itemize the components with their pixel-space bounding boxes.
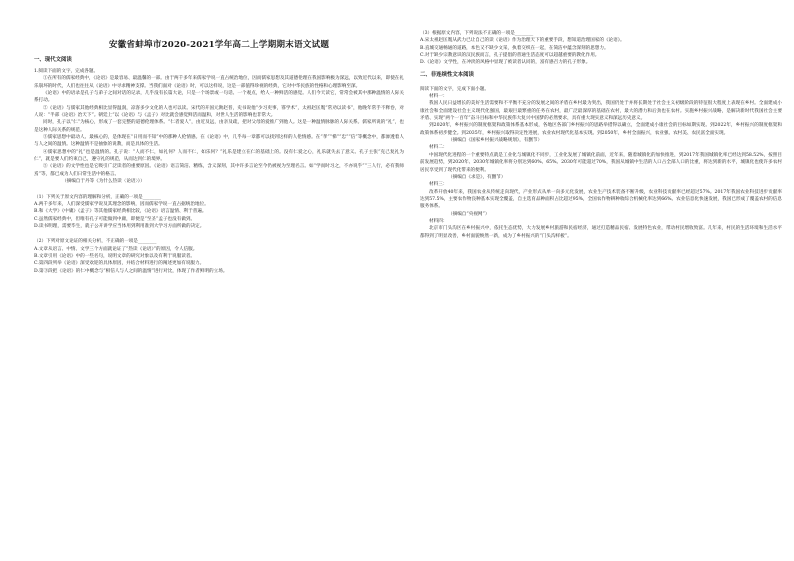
- material-label: 材料三：: [429, 182, 448, 188]
- question-1-option-a: A.两千多年来，人们深受儒家学说及其理念的影响，因而儒家学说一直占据统治地位。: [34, 201, 209, 207]
- section-heading-nonlinear: 二、非连续性文本阅读: [420, 71, 474, 78]
- material-source: （摘编自《国家乡村振兴战略规划》，有删节）: [448, 138, 543, 144]
- material-paragraph: 改革开放40年来，我国农业从传统走向现代，产业形式从单一向多元化发展，农业生产技术装备不断升级，农业科技贡献率已经超过57%。2017年我国农业科技进步贡献率达到57.5%，主要农作物良种基本实现全覆盖，自主选育品种面积占比超过95%，全国农作物耕种收综合机械化率达到66%。农业信息化快速发展，我国已形成了覆盖农村的信息服务体系。: [420, 189, 782, 210]
- passage-paragraph: ④儒家思想中的“礼”也是温情的。孔子说：“人而不仁，如礼何？人而不仁，如乐何？”礼乐是建立在仁的基础上的。没有仁爱之心，礼乐就失去了意义。孔子主张“克己复礼为仁”，就是要人们约束自己，遵守礼的规范，从而达到仁的境界。: [34, 149, 404, 163]
- question-2-option-c: C.第四段列举《论语》深受欢迎的具体原因，并结合材料进行的阐述更加有说服力。: [34, 261, 205, 267]
- left-column: [34, 30, 404, 543]
- material-paragraph: 中国现代化进程的一个重要特点就是工业化与城镇化不同步，工业化发展了城镇化前面，近年来，随着城镇化的加快推进，到2017年我国城镇化率已经达到58.52%，按照目前发展趋势，到2020年、2030年城镇化率将分别达到60%、65%。2030年可能超过70%，我国从城镇中生活的人口占全部人口的比重，将达到新的水平，城镇化也使许多农村居民享受到了现代化带来的便利。: [420, 152, 782, 173]
- question-intro: 1.阅读下面的文字，完成各题。: [34, 69, 99, 74]
- material-source: （摘编自《求是》，有删节）: [448, 174, 506, 180]
- passage-paragraph: ①在所有的儒家经典中，《论语》是最容易、最温馨的一部。由于两千多年来儒家学说一直占统治地位，因而儒家思想及其道德伦理在我国影响极为深远，以致近代以来，即使在礼乐崩坏的时代，人们也往往从《论语》中寻求精神支撑。当我们面对《论语》时，可以这样说，这是一部值得珍视的经典，它对中华民族的性格和心理影响至深。: [34, 76, 404, 89]
- question-2-option-b: B.文章引用《论语》中的一些名句，说明文章的研究对象以及有利于说服读者。: [34, 253, 196, 259]
- material-label: 材料二：: [429, 145, 448, 151]
- question-3-option-b: B.直城交通畅通的道路，本色又不缺少文采，执着交织在一起，在简洁中蕴含深刻的思想力。: [420, 45, 609, 51]
- passage-source: （摘编自于丹等《为什么热读〈论语〉》）: [62, 179, 145, 185]
- question-3-option-a: A.宋太祖赵匡胤从武力已让自己的读《论语》作为治理天下的重要手段，想知道治理国家的《论语》。: [420, 38, 625, 44]
- question-1-option-d: D.读书明理，需要毕生，就子公开讲学应当体用到利用准到大学习方面所做的决定。: [34, 223, 205, 229]
- passage-paragraph: 同时，孔子以“仁”为核心，形成了一套完整的道德伦理体系。“仁者爱人”，由近及远，由亲及疏，把对父母的爱推广到他人。这是一种温情脉脉的人际关系。儒家所说的“礼”，也是这种人际关系的规范。: [34, 120, 404, 133]
- question-1-option-c: C.虽然儒家经典中，但唯有孔子可能做到中庸，即便是“至圣”孟子也没有做到。: [34, 216, 196, 222]
- section-heading-reading: 一、现代文阅读: [34, 57, 72, 63]
- passage-paragraph: ⑤《论语》的文学性也是它吸引广泛读者的重要原因。《论语》语言简洁、精练，含义深刻，其中许多言论至今仍被视为至理名言。如“学而时习之，不亦说乎”“三人行，必有我师焉”等，都已成为人们日常生活中的格言。: [34, 164, 404, 177]
- question-3-option-d: D.《论语》文学性，在冲淡的风格中显现了被读者认同的，富有感召力的孔子形象。: [420, 60, 591, 66]
- question-intro-2: 阅读下面的文字，完成下面小题。: [420, 86, 489, 92]
- question-1-stem: （1）下列关于原文内容的理解和分析，正确的一项是________: [34, 194, 161, 200]
- question-3-option-c: C.对于缺少宗教意识的汉民族而言，孔子提倡的普通生活态度可以超越重要的教化作用。: [420, 53, 600, 59]
- passage-paragraph: ②《论语》与儒家其他经典相比显得温润，凉客多少文化的人也可以读。宋代的开国元勋赵普，史书说他“少习吏事，寡学术”，太祖赵匡胤“常劝以读书”，他晚年常手不释卷，对人说：“半部《论语》治天下”。朝廷上“以《论语》与《孟子》对比就会感觉鲜活而温和，对世人生活的影响也非常大。: [34, 105, 404, 119]
- material-paragraph: 到2020年，乡村振兴的制度框架和政策体系基本形成，各地区各部门乡村振兴的思路举措得以确立，全面建成小康社会的目标如期实现。到2022年，乡村振兴的制度框架和政策体系初步健全。到2035年，乡村振兴取得决定性进展，农业农村现代化基本实现。到2050年，乡村全面振兴，农业强、农村美、农民富全面实现。: [420, 123, 782, 136]
- material-paragraph: 北京市门头沟区在乡村振兴中，依托生态优势，大力发展乡村旅游和民宿经济，通过打造精品民宿、发展特色农业，带动村民增收致富。几年来，村民的生活环境和生活水平都得到了明显改善，乡村面貌焕然一新，成为了乡村振兴的“门头沟样板”。: [420, 226, 782, 239]
- question-1-option-b: B.和《大学》《中庸》《孟子》等其他儒家经典相比较，《论语》语言温情、利于普遍。: [34, 209, 207, 215]
- material-label: 材料四：: [429, 218, 448, 224]
- material-source: （摘编自“央视网”）: [448, 211, 490, 217]
- material-label: 材料一：: [429, 94, 448, 100]
- right-column: [420, 30, 782, 543]
- question-2-option-d: D.第③段把《论语》的仁中概念与“相信人与人之间的温情”进行对比，体现了作者鲜明的立场。: [34, 268, 228, 274]
- question-2-option-a: A.文章从语言、中情、文学三个方面就论证了“热读《论语》”的原因，令人信服。: [34, 246, 198, 252]
- question-2-stem: （2）下列对原文论证的相关分析，不正确的一项是________: [34, 239, 157, 245]
- passage-paragraph: ③儒家思想中最动人、最核心的，是体现在“日用而不知”中的那种人伦情感。在《论语》中，几乎每一章都可以找到这样的人伦情感。在“孝”“悌”“忠”“信”等概念中，都渗透着人与人之间的温情。这种温情不是抽象的说教，而是具体的生活。: [34, 135, 404, 148]
- page-title: 安徽省蚌埠市2020-2021学年高二上学期期末语文试题: [108, 40, 330, 50]
- passage-paragraph: 《论语》中的语录是孔子与弟子之间对话的记录，几乎没有长篇大论，只是一个场景或一句话、一个观点，给人一种鲜活的感觉。人们今天读它，常常会被其中那种温情的人际关系打动。: [34, 91, 404, 104]
- material-paragraph: 我国人民日益增长的美好生活需要和不平衡不充分的发展之间的矛盾在乡村最为突出，我国仍处于并将长期处于社会主义初级阶段的特征很大程度上表现在乡村。全面建成小康社会和全面建设社会主义现代化强国，最艰巨最繁重的任务在农村，最广泛最深厚的基础在农村，最大的潜力和后劲也在农村。实施乡村振兴战略，是解决新时代我国社会主要矛盾、实现“两个一百年”奋斗目标和中华民族伟大复兴中国梦的必然要求，具有重大现实意义和深远历史意义。: [420, 101, 782, 122]
- question-3-stem: （3）根据原文内容，下列说法不正确的一项是________: [420, 31, 534, 36]
